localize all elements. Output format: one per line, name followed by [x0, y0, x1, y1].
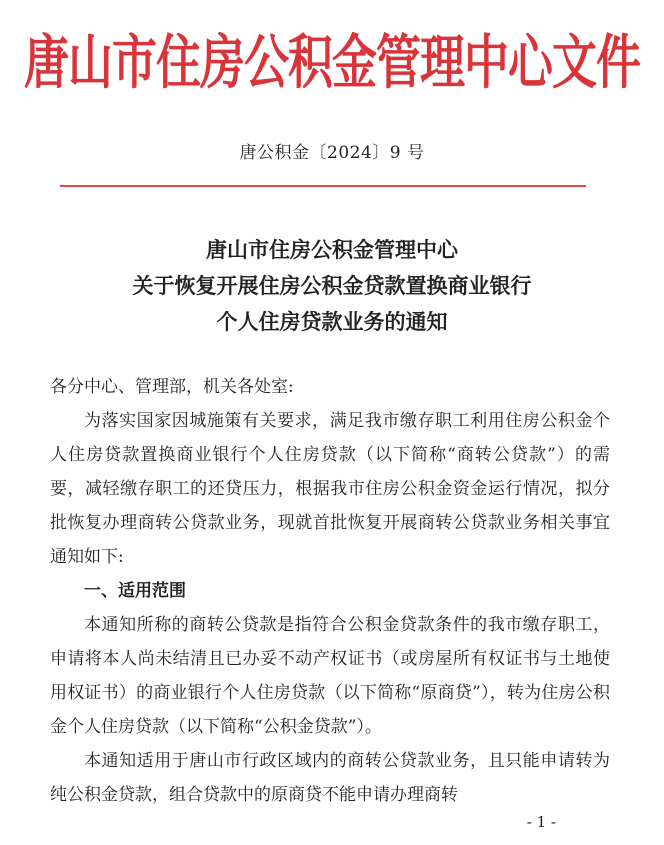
paragraph-applicability: 本通知适用于唐山市行政区域内的商转公贷款业务，且只能申请转为纯公积金贷款，组合贷款中的原商贷不能申请办理商转	[50, 751, 610, 805]
section-heading-scope: 一、适用范围	[84, 581, 186, 601]
header-divider	[60, 185, 586, 187]
notice-title-line-3: 个人住房贷款业务的通知	[216, 309, 448, 334]
document-header-title: 唐山市住房公积金管理中心文件	[23, 27, 640, 97]
notice-title	[0, 232, 664, 340]
document-body	[50, 370, 610, 812]
paragraph-intro: 为落实国家因城施策有关要求，满足我市缴存职工利用住房公积金个人住房贷款置换商业银行个人住房贷款（以下简称“商转公贷款”）的需要，减轻缴存职工的还贷压力，根据我市住房公积金资金运行情况，拟分批恢复办理商转公贷款业务，现就首批恢复开展商转公贷款业务相关事宜通知如下:	[50, 411, 610, 567]
page-number: - 1 -	[526, 813, 556, 831]
salutation: 各分中心、管理部，机关各处室:	[50, 377, 294, 397]
notice-title-line-1: 唐山市住房公积金管理中心	[206, 237, 458, 262]
paragraph-definition: 本通知所称的商转公贷款是指符合公积金贷款条件的我市缴存职工，申请将本人尚未结清且已办妥不动产权证书（或房屋所有权证书与土地使用权证书）的商业银行个人住房贷款（以下简称“原商贷”），转为住房公积金个人住房贷款（以下简称“公积金贷款”）。	[50, 615, 610, 737]
document-number: 唐公积金〔2024〕9 号	[239, 143, 425, 163]
notice-title-line-2: 关于恢复开展住房公积金贷款置换商业银行	[132, 273, 532, 298]
